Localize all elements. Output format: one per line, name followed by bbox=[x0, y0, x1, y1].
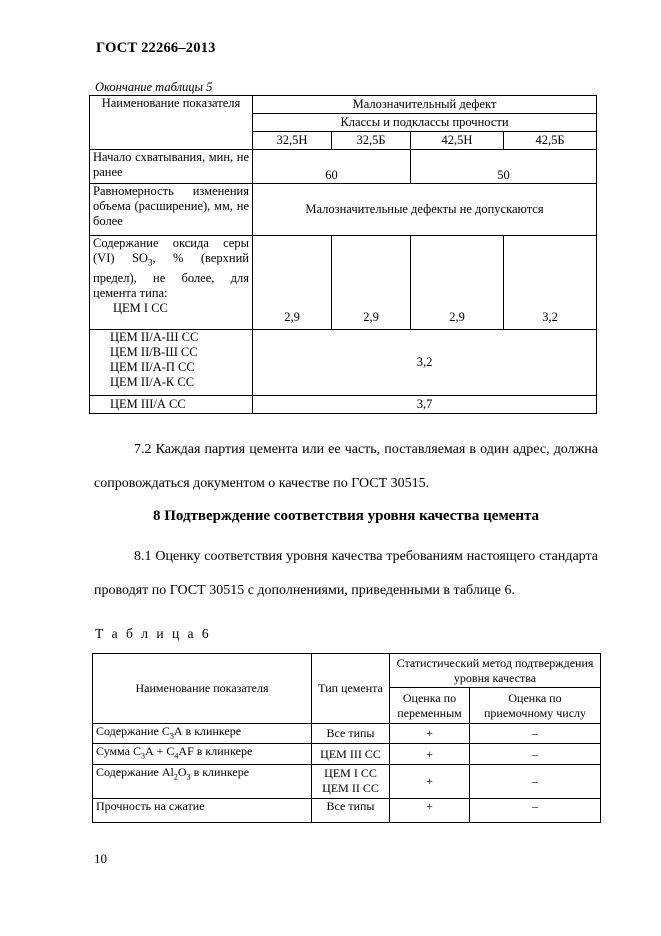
row-type: Все типы bbox=[312, 798, 390, 822]
row-variable: + bbox=[390, 724, 470, 744]
row-name: Содержание $C_3А$ в клинкере bbox=[93, 724, 312, 744]
row-name: Содержание $Al_2O_3$ в клинкере bbox=[93, 764, 312, 798]
table-row bbox=[93, 798, 601, 822]
table5-header-defect: Малозначительный дефект bbox=[253, 96, 597, 114]
paragraph-8-1: 8.1 Оценку соответствия уровня качества требованиям настоящего стандарта проводят по ГОСТ 30515 с дополнениями, приведенными в таблице 6. bbox=[94, 549, 598, 598]
row-variable: + bbox=[390, 764, 470, 798]
table-row bbox=[93, 744, 601, 764]
table5-class: 42,5Н bbox=[411, 132, 504, 150]
row-attribute: – bbox=[470, 798, 601, 822]
table-6 bbox=[92, 653, 601, 823]
table6-header-name: Наименование показателя bbox=[93, 654, 312, 724]
row-so3-label: Содержание оксида серы (VI) $SO_3$, % (верхний предел), не более, для цемента типа: ЦЕМ I СС bbox=[90, 236, 253, 330]
table6-caption: Т а б л и ц а 6 bbox=[95, 626, 212, 641]
table5-class: 32,5Н bbox=[253, 132, 332, 150]
table5-class: 32,5Б bbox=[332, 132, 411, 150]
paragraph-7-2: 7.2 Каждая партия цемента или ее часть, поставляемая в один адрес, должна сопровождаться документом о качестве по ГОСТ 30515. bbox=[94, 442, 598, 491]
table5-header-classes: Классы и подклассы прочности bbox=[253, 114, 597, 132]
table5-class: 42,5Б bbox=[504, 132, 597, 150]
table-row bbox=[93, 724, 601, 744]
table-row bbox=[93, 764, 601, 798]
row-setting-value-42: 50 bbox=[411, 150, 597, 184]
row-setting-value-32: 60 bbox=[253, 150, 411, 184]
document-code: ГОСТ 22266–2013 bbox=[96, 40, 216, 56]
cem3-value: 3,7 bbox=[253, 396, 597, 414]
table5-caption: Окончание таблицы 5 bbox=[95, 80, 213, 94]
so3-cem1-value: 2,9 bbox=[253, 236, 332, 330]
table6-header-attribute: Оценка по приемочному числу bbox=[470, 688, 601, 724]
cem3-type: ЦЕМ III/А СС bbox=[90, 396, 253, 414]
table6-header-variable: Оценка по переменным bbox=[390, 688, 470, 724]
row-name: Прочность на сжатие bbox=[93, 798, 312, 822]
so3-cem1-value: 3,2 bbox=[504, 236, 597, 330]
row-setting-label: Начало схватывания, мин, не ранее bbox=[90, 150, 253, 184]
so3-group-types: ЦЕМ II/А-Ш СС ЦЕМ II/В-Ш СС ЦЕМ II/А-П СС ЦЕМ II/А-К СС bbox=[90, 330, 253, 396]
so3-cem1-value: 2,9 bbox=[332, 236, 411, 330]
row-attribute: – bbox=[470, 744, 601, 764]
row-variable: + bbox=[390, 744, 470, 764]
row-attribute: – bbox=[470, 724, 601, 744]
table6-header-type: Тип цемента bbox=[312, 654, 390, 724]
row-attribute: – bbox=[470, 764, 601, 798]
table-5 bbox=[89, 95, 597, 414]
row-type: ЦЕМ III СС bbox=[312, 744, 390, 764]
so3-cem1-value: 2,9 bbox=[411, 236, 504, 330]
table6-header-method: Статистический метод подтверждения уровня качества bbox=[390, 654, 601, 688]
row-type: Все типы bbox=[312, 724, 390, 744]
so3-group-value: 3,2 bbox=[253, 330, 597, 396]
row-variable: + bbox=[390, 798, 470, 822]
row-name: Сумма $C_3А + C_4AF$ в клинкере bbox=[93, 744, 312, 764]
page-number: 10 bbox=[94, 851, 107, 866]
row-volume-label: Равномерность изменения объема (расширение), мм, не более bbox=[90, 184, 253, 236]
cem1-type: ЦЕМ I СС bbox=[113, 300, 168, 315]
row-type: ЦЕМ I СС ЦЕМ II СС bbox=[312, 764, 390, 798]
table5-header-name: Наименование показателя bbox=[90, 96, 253, 150]
row-volume-value: Малозначительные дефекты не допускаются bbox=[253, 184, 597, 236]
section-8-title: 8 Подтверждение соответствия уровня качества цемента bbox=[152, 508, 540, 524]
